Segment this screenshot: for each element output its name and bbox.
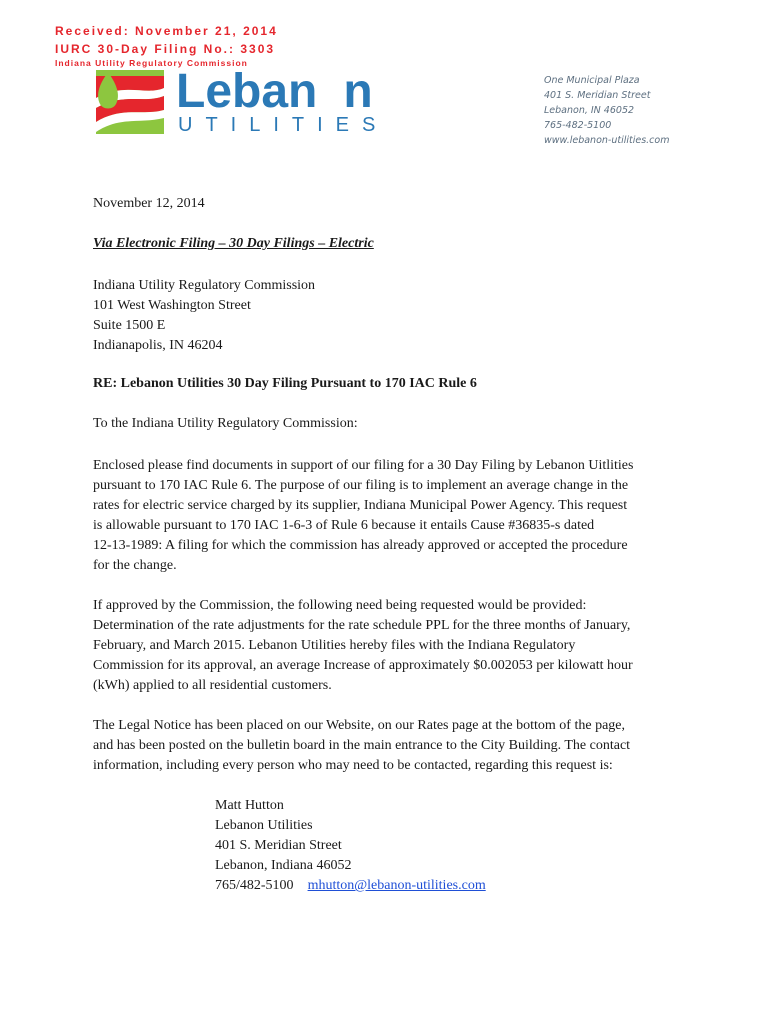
paragraph-line: for the change. [93, 558, 177, 573]
address-line: 401 S. Meridian Street [544, 90, 651, 101]
leaf-icon [96, 70, 120, 114]
contact-block [215, 796, 486, 896]
paragraph-line: (kWh) applied to all residential customers. [93, 678, 332, 693]
paragraph-line: If approved by the Commission, the following need being requested would be provided: [93, 598, 587, 613]
recipient-line: 101 West Washington Street [93, 298, 251, 313]
paragraph-line: Determination of the rate adjustments for the rate schedule PPL for the three months of January, [93, 618, 631, 633]
contact-phone: 765/482-5100 [215, 878, 294, 893]
paragraph-2 [93, 596, 693, 696]
paragraph-3 [93, 716, 693, 776]
re-line: RE: Lebanon Utilities 30 Day Filing Pursuant to 170 IAC Rule 6 [93, 376, 477, 391]
logo-wordmark: Leban n [176, 65, 373, 118]
address-line: Lebanon, IN 46052 [544, 105, 635, 116]
paragraph-line: February, and March 2015. Lebanon Utilities hereby files with the Indiana Regulatory [93, 638, 576, 653]
contact-phone-email-line [215, 876, 486, 896]
recipient-line: Indianapolis, IN 46204 [93, 338, 223, 353]
contact-org: Lebanon Utilities [215, 818, 313, 833]
lebanon-utilities-logo [96, 65, 389, 140]
letterhead-address [544, 73, 669, 148]
filing-number-stamp: IURC 30-Day Filing No.: 3303 [55, 42, 276, 56]
contact-email-link[interactable]: mhutton@lebanon-utilities.com [307, 878, 486, 893]
via-line: Via Electronic Filing – 30 Day Filings – Electric [93, 236, 374, 251]
recipient-line: Indiana Utility Regulatory Commission [93, 278, 316, 293]
address-phone: 765-482-5100 [544, 120, 612, 131]
paragraph-line: 12-13-1989: A filing for which the commission has already approved or accepted the procedure [93, 538, 628, 553]
recipient-address [93, 276, 693, 356]
salutation: To the Indiana Utility Regulatory Commission: [93, 416, 358, 431]
paragraph-line: pursuant to 170 IAC Rule 6. The purpose of our filing is to implement an average change in the [93, 478, 629, 493]
contact-name: Matt Hutton [215, 798, 284, 813]
contact-city: Lebanon, Indiana 46052 [215, 858, 352, 873]
recipient-line: Suite 1500 E [93, 318, 166, 333]
logo-utilities-text: UTILITIES [178, 114, 389, 136]
paragraph-line: Commission for its approval, an average Increase of approximately $0.002053 per kilowatt hour [93, 658, 633, 673]
received-stamp: Received: November 21, 2014 [55, 24, 278, 38]
address-website: www.lebanon-utilities.com [544, 135, 670, 146]
letter-date: November 12, 2014 [93, 196, 205, 211]
paragraph-line: and has been posted on the bulletin board in the main entrance to the City Building. The contact [93, 738, 631, 753]
commission-stamp: Indiana Utility Regulatory Commission [55, 58, 248, 68]
paragraph-line: The Legal Notice has been placed on our Website, on our Rates page at the bottom of the page, [93, 718, 625, 733]
paragraph-1 [93, 456, 693, 576]
paragraph-line: Enclosed please find documents in support of our filing for a 30 Day Filing by Lebanon Uitlities [93, 458, 634, 473]
paragraph-line: is allowable pursuant to 170 IAC 1-6-3 of Rule 6 because it entails Cause #36835-s dated [93, 518, 595, 533]
contact-street: 401 S. Meridian Street [215, 838, 342, 853]
paragraph-line: rates for electric service charged by its supplier, Indiana Municipal Power Agency. This request [93, 498, 628, 513]
address-line: One Municipal Plaza [544, 75, 640, 86]
paragraph-line: information, including every person who may need to be contacted, regarding this request is: [93, 758, 613, 773]
